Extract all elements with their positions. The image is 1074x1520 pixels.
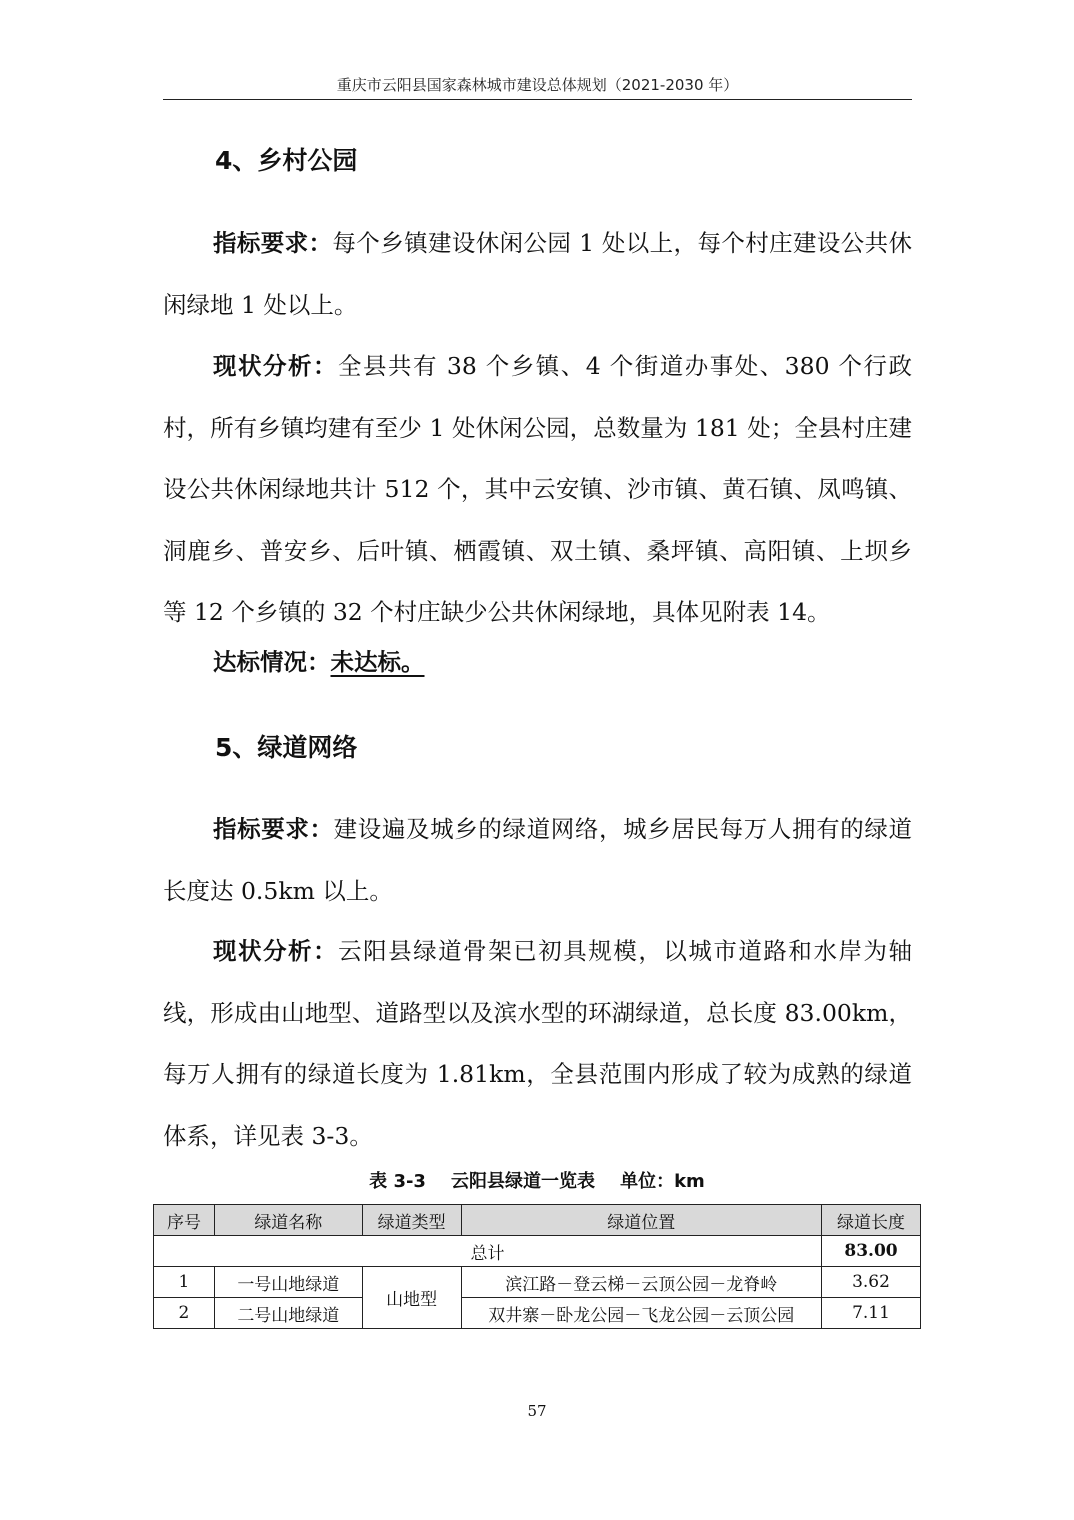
total-value: 83.00 <box>822 1236 921 1267</box>
cell-name: 一号山地绿道 <box>214 1267 362 1298</box>
cell-type: 山地型 <box>362 1267 461 1329</box>
status-label: 达标情况： <box>213 648 331 676</box>
indicator-text: 建设遍及城乡的绿道网络，城乡居民每万人拥有的绿道长度达 0.5km 以上。 <box>163 815 912 905</box>
table-header-row <box>154 1205 921 1236</box>
paragraph-indicator-greenway <box>163 799 912 922</box>
running-header: 重庆市云阳县国家森林城市建设总体规划（2021-2030 年） <box>336 76 739 94</box>
table-row <box>154 1267 921 1298</box>
paragraph-indicator-rural-parks <box>163 213 912 336</box>
indicator-label: 指标要求： <box>213 815 334 843</box>
analysis-text: 云阳县绿道骨架已初具规模，以城市道路和水岸为轴线，形成由山地型、道路型以及滨水型的环湖绿道，总长度 83.00km，每万人拥有的绿道长度为 1.81km，全县范围内形成了较为成熟的绿道体系，详见表 3-3。 <box>163 937 913 1150</box>
header-cell-type: 绿道类型 <box>362 1205 461 1236</box>
header-cell-no: 序号 <box>154 1205 215 1236</box>
table-caption: 表 3-3 云阳县绿道一览表 单位：km <box>369 1171 705 1192</box>
table-row <box>154 1298 921 1329</box>
paragraph-analysis-rural-parks <box>163 336 912 644</box>
cell-length: 3.62 <box>822 1267 921 1298</box>
section-heading-greenway-network: 5、绿道网络 <box>215 733 358 762</box>
paragraph-status-rural-parks <box>163 632 912 694</box>
analysis-label: 现状分析： <box>213 352 338 380</box>
paragraph-analysis-greenway <box>163 921 912 1167</box>
page-number: 57 <box>527 1402 547 1420</box>
cell-name: 二号山地绿道 <box>214 1298 362 1329</box>
analysis-label: 现状分析： <box>213 937 339 965</box>
indicator-text: 每个乡镇建设休闲公园 1 处以上，每个村庄建设公共休闲绿地 1 处以上。 <box>163 229 913 319</box>
table-total-row <box>154 1236 921 1267</box>
header-cell-length: 绿道长度 <box>822 1205 921 1236</box>
header-cell-location: 绿道位置 <box>461 1205 821 1236</box>
status-text: 未达标。 <box>330 648 425 676</box>
header-cell-name: 绿道名称 <box>214 1205 362 1236</box>
header-rule <box>163 99 912 100</box>
cell-location: 滨江路－登云梯－云顶公园－龙脊岭 <box>461 1267 821 1298</box>
analysis-text: 全县共有 38 个乡镇、4 个街道办事处、380 个行政村，所有乡镇均建有至少 1 处休闲公园，总数量为 181 处；全县村庄建设公共休闲绿地共计 512 个，其中云安镇、沙市镇、黄石镇、凤鸣镇、洞鹿乡、普安乡、后叶镇、栖霞镇、双土镇、桑坪镇、高阳镇、上坝乡等 12 个乡镇的 32 个村庄缺少公共休闲绿地，具体见附表 14。 <box>163 352 912 626</box>
cell-no: 1 <box>154 1267 215 1298</box>
total-label: 总计 <box>154 1236 822 1267</box>
cell-no: 2 <box>154 1298 215 1329</box>
indicator-label: 指标要求： <box>213 229 333 257</box>
cell-length: 7.11 <box>822 1298 921 1329</box>
cell-location: 双井寨－卧龙公园－飞龙公园－云顶公园 <box>461 1298 821 1329</box>
section-heading-rural-parks: 4、乡村公园 <box>215 146 358 175</box>
greenway-table <box>153 1204 921 1329</box>
